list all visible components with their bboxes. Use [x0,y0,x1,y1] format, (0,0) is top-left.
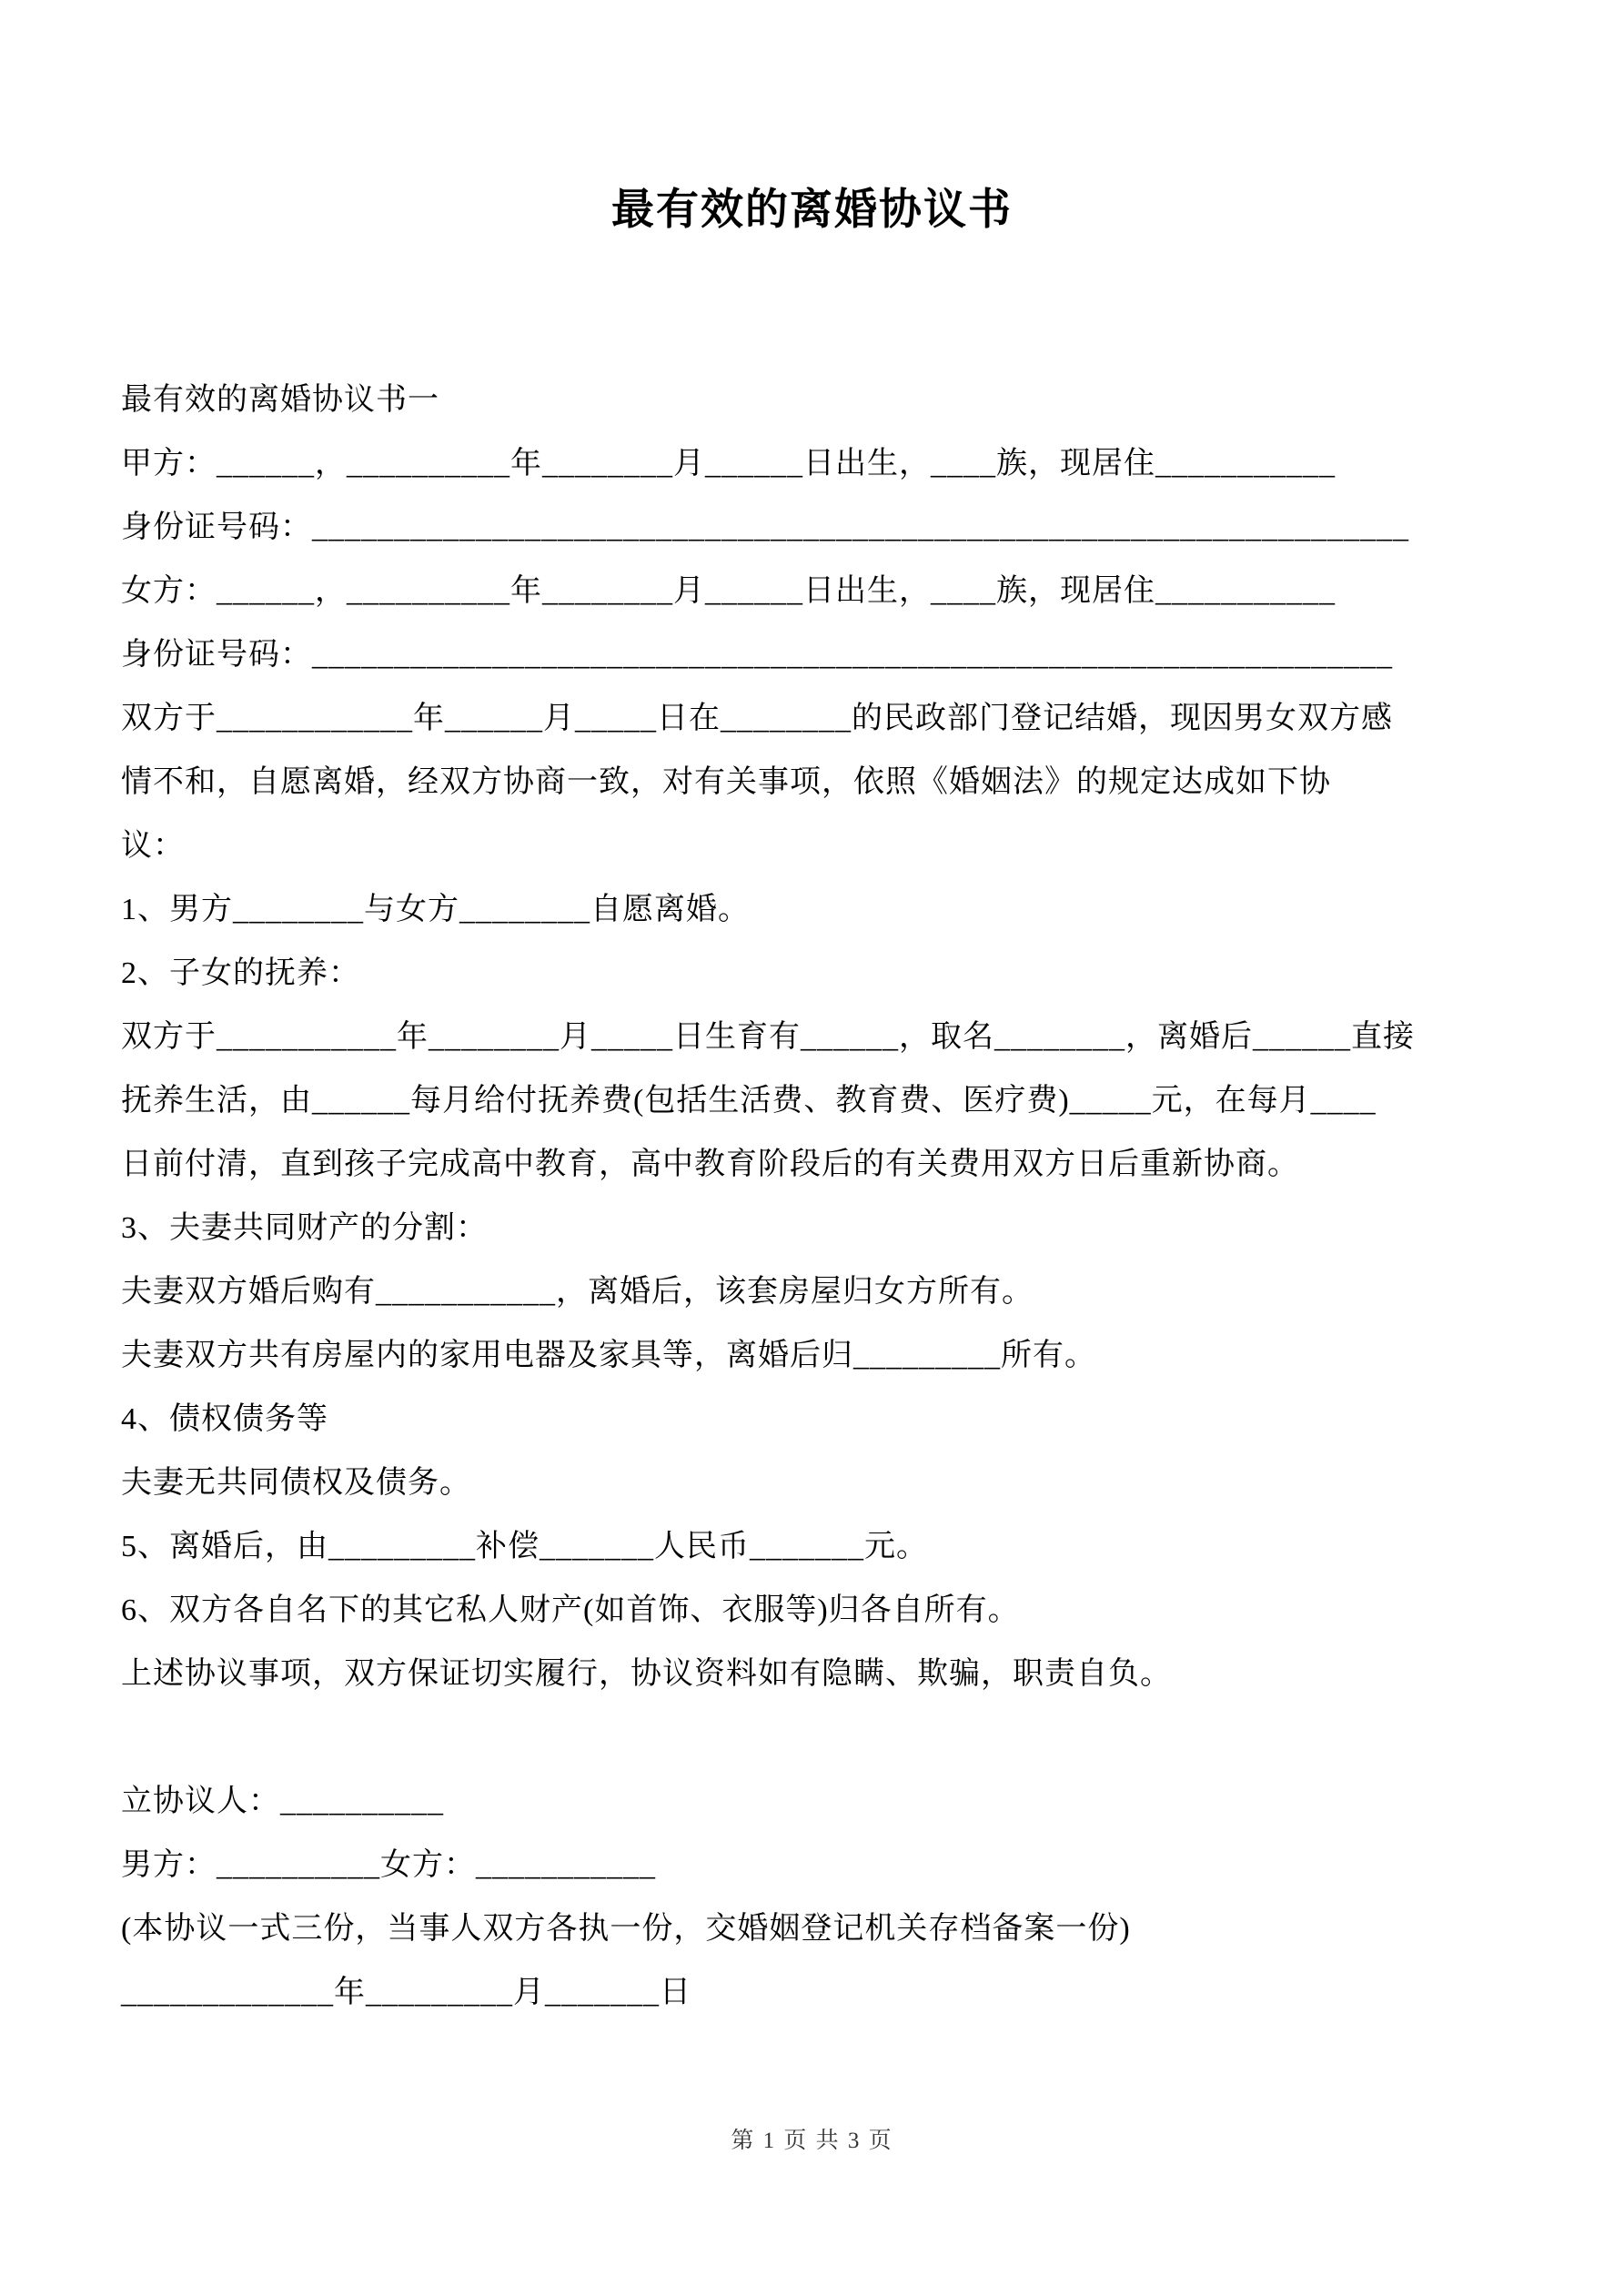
document-line: 2、子女的抚养： [121,956,360,990]
document-line: 最有效的离婚协议书一 [121,383,439,417]
document-line: 夫妻双方共有房屋内的家用电器及家具等，离婚后归_________所有。 [121,1339,1096,1372]
document-line: 夫妻双方婚后购有___________，离婚后，该套房屋归女方所有。 [121,1275,1034,1309]
document-line: 6、双方各自名下的其它私人财产(如首饰、衣服等)归各自所有。 [121,1593,1020,1627]
document-line: 1、男方________与女方________自愿离婚。 [121,893,750,926]
document-line: 双方于____________年______月_____日在________的民政部门登记结婚，现因男女双方感 [121,702,1393,735]
document-body [121,369,1506,2025]
document-line: 上述协议事项，双方保证切实履行，协议资料如有隐瞒、欺骗，职责自负。 [121,1657,1172,1691]
document-line: 女方：______，__________年________月______日出生，____族，现居住___________ [121,574,1336,608]
document-line: (本协议一式三份，当事人双方各执一份，交婚姻登记机关存档备案一份) [121,1912,1131,1946]
document-line: 3、夫妻共同财产的分割： [121,1211,488,1245]
document-line [121,1706,1506,1770]
page-number: 第 1 页 共 3 页 [731,2129,893,2153]
document-title: 最有效的离婚协议书 [611,187,1013,234]
document-line: 情不和，自愿离婚，经双方协商一致，对有关事项，依照《婚姻法》的规定达成如下协 [121,765,1331,799]
document-line: 甲方：______，__________年________月______日出生，____族，现居住___________ [121,447,1336,480]
document-line: 身份证号码：__________________________________________________________________ [121,638,1393,672]
document-line: 双方于___________年________月_____日生育有______，取名________，离婚后______直接 [121,1020,1415,1054]
document-line: 议： [121,829,185,863]
document-line: 身份证号码：___________________________________________________________________ [121,511,1409,544]
document-line: 5、离婚后，由_________补偿_______人民币_______元。 [121,1530,928,1563]
document-line: 4、债权债务等 [121,1402,328,1436]
document-line: _____________年_________月_______日 [121,1976,691,2009]
document-line: 抚养生活，由______每月给付抚养费(包括生活费、教育费、医疗费)_____元，在每月____ [121,1084,1377,1118]
document-line: 男方：__________女方：___________ [121,1848,656,1882]
document-line: 日前付清，直到孩子完成高中教育，高中教育阶段后的有关费用双方日后重新协商。 [121,1148,1299,1181]
document-line: 立协议人：__________ [121,1785,444,1818]
document-line: 夫妻无共同债权及债务。 [121,1466,471,1500]
